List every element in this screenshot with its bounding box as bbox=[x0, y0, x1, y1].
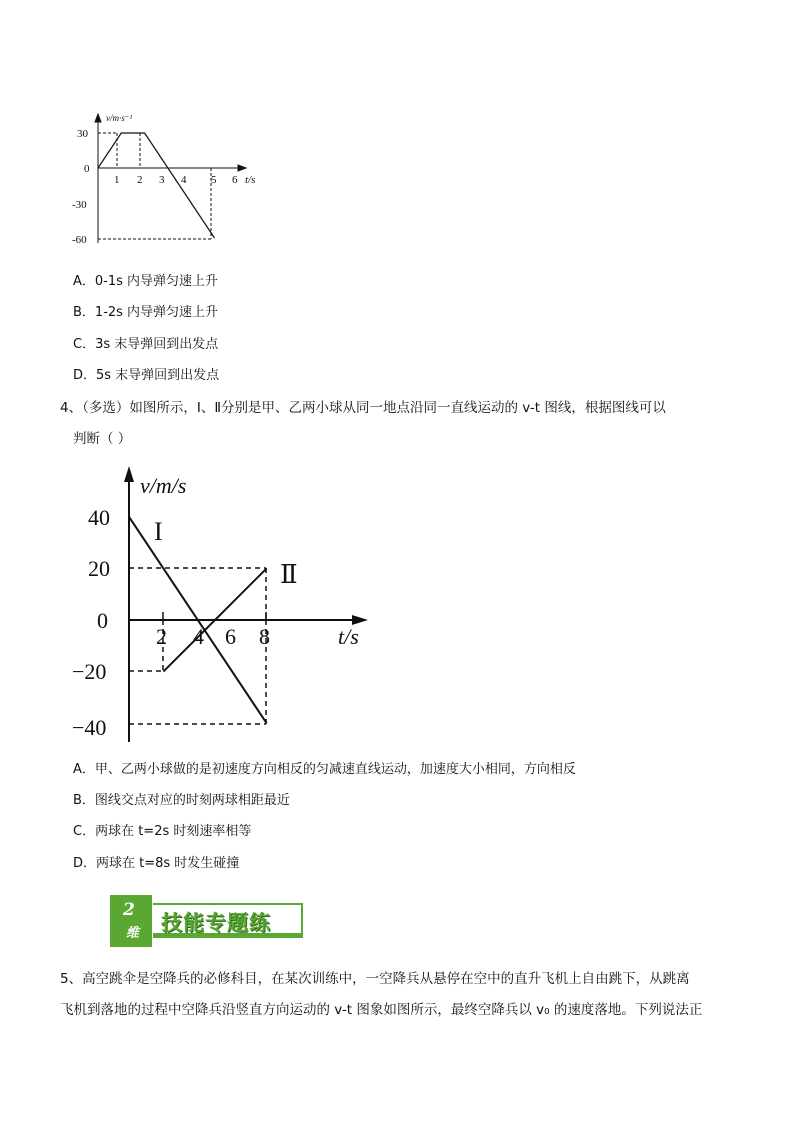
chart2-xtick-8: 8 bbox=[259, 624, 270, 649]
chart1-ytick-neg30: -30 bbox=[72, 199, 87, 211]
chart2-y-arrow bbox=[124, 466, 134, 482]
section-number: 2 bbox=[123, 900, 135, 920]
section-title-underline bbox=[153, 935, 303, 938]
chart1-ytick-0: 0 bbox=[84, 163, 90, 175]
chart2-xtick-2: 2 bbox=[156, 624, 167, 649]
q4-stem-line1: 4、（多选）如图所示，Ⅰ、Ⅱ分别是甲、乙两小球从同一地点沿同一直线运动的 v-t 图线，根据图线可以 bbox=[60, 400, 666, 416]
chart-2-balls-vt bbox=[70, 462, 380, 747]
section-number-sub: 维 bbox=[126, 926, 140, 941]
section-number-badge bbox=[110, 895, 152, 947]
q4-option-a: A．甲、乙两小球做的是初速度方向相反的匀减速直线运动，加速度大小相同，方向相反 bbox=[73, 762, 576, 777]
chart2-label-I: I bbox=[154, 517, 163, 546]
chart1-xtick-5: 5 bbox=[211, 174, 217, 186]
chart1-ytick-neg60: -60 bbox=[72, 234, 87, 246]
q3-option-b: B．1-2s 内导弹匀速上升 bbox=[73, 305, 219, 320]
chart2-ytick-0: 0 bbox=[97, 608, 108, 633]
q4-option-b: B．图线交点对应的时刻两球相距最近 bbox=[73, 793, 290, 808]
chart1-ylabel: v/m·s⁻¹ bbox=[106, 113, 133, 123]
chart1-xlabel: t/s bbox=[245, 174, 256, 186]
chart2-xtick-6: 6 bbox=[225, 624, 236, 649]
chart1-xtick-6: 6 bbox=[232, 174, 238, 186]
chart1-y-arrow bbox=[95, 114, 101, 122]
chart1-ytick-30: 30 bbox=[77, 128, 88, 140]
chart2-ylabel: v/m/s bbox=[140, 473, 187, 498]
q5-stem-line1: 5、高空跳伞是空降兵的必修科目，在某次训练中，一空降兵从悬停在空中的直升飞机上自由跳下，从跳离 bbox=[60, 971, 690, 987]
q3-option-d: D．5s 末导弹回到出发点 bbox=[73, 368, 220, 383]
chart2-ytick-20: 20 bbox=[88, 556, 110, 581]
chart1-xtick-2: 2 bbox=[137, 174, 143, 186]
chart2-ytick-neg40: −40 bbox=[72, 715, 107, 740]
chart2-ytick-neg20: −20 bbox=[72, 659, 107, 684]
section-header bbox=[110, 895, 306, 947]
chart2-label-II: Ⅱ bbox=[280, 560, 298, 589]
q3-option-c: C．3s 末导弹回到出发点 bbox=[73, 337, 219, 352]
q3-option-a: A．0-1s 内导弹匀速上升 bbox=[73, 274, 219, 289]
chart2-xlabel: t/s bbox=[338, 624, 359, 649]
q4-option-c: C．两球在 t=2s 时刻速率相等 bbox=[73, 824, 252, 839]
q4-stem-line2: 判断（ ） bbox=[73, 431, 132, 447]
chart1-xtick-3: 3 bbox=[159, 174, 165, 186]
chart2-xtick-4: 4 bbox=[193, 624, 204, 649]
section-title: 技能专题练 bbox=[161, 911, 271, 935]
chart1-x-arrow bbox=[238, 165, 246, 171]
q4-option-d: D．两球在 t=8s 时发生碰撞 bbox=[73, 856, 240, 871]
chart-1-missile-vt bbox=[70, 108, 280, 253]
chart1-xtick-4: 4 bbox=[181, 174, 187, 186]
section-title-box bbox=[153, 903, 303, 935]
chart1-xtick-1: 1 bbox=[114, 174, 120, 186]
chart2-ytick-40: 40 bbox=[88, 505, 110, 530]
q5-stem-line2: 飞机到落地的过程中空降兵沿竖直方向运动的 v-t 图象如图所示，最终空降兵以 v₀ 的速度落地。下列说法正 bbox=[60, 1002, 703, 1018]
